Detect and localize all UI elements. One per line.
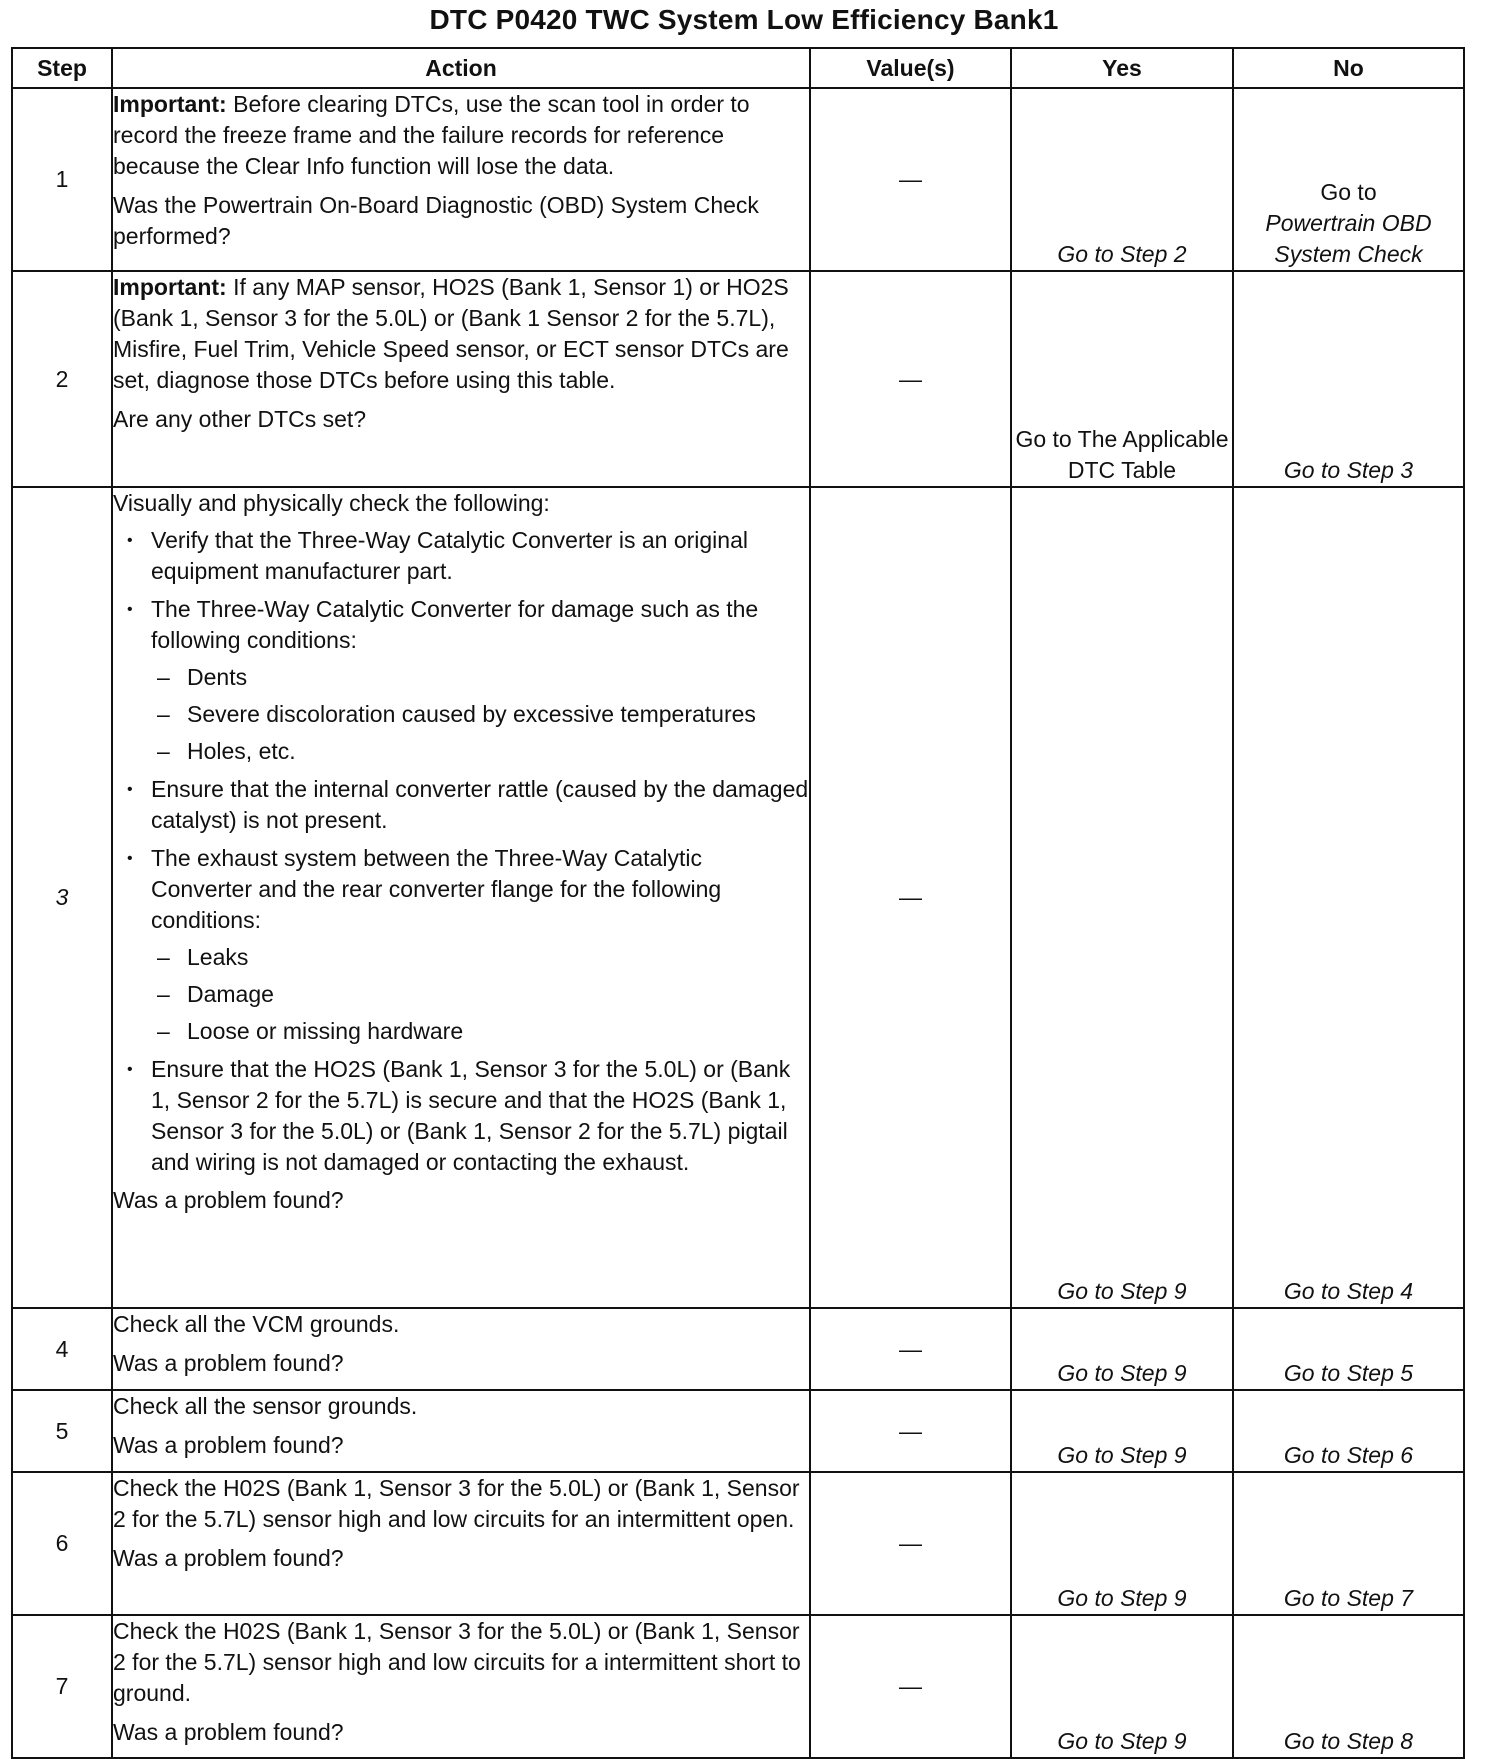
important-label: Important: <box>113 274 227 300</box>
header-yes: Yes <box>1011 48 1233 88</box>
value-cell: — <box>810 1472 1011 1615</box>
sub-list-item: – Leaks <box>187 942 809 973</box>
action-question: Was the Powertrain On-Board Diagnostic (OBD) System Check performed? <box>113 192 759 249</box>
list-item-text: The exhaust system between the Three-Way Catalytic Converter and the rear converter flange for the following conditions: <box>151 845 722 933</box>
value-cell: — <box>810 1615 1011 1758</box>
action-question: Are any other DTCs set? <box>113 406 367 432</box>
value-cell: — <box>810 88 1011 271</box>
action-question: Was a problem found? <box>113 1545 344 1571</box>
diagnostic-table <box>11 47 1465 1759</box>
header-step: Step <box>12 48 112 88</box>
header-action: Action <box>112 48 810 88</box>
list-item-text: The Three-Way Catalytic Converter for damage such as the following conditions: <box>151 596 759 653</box>
no-link[interactable]: Go to Step 7 <box>1233 1472 1464 1615</box>
important-label: Important: <box>113 91 227 117</box>
no-target: Powertrain OBD System Check <box>1265 210 1432 267</box>
check-list <box>113 525 809 1178</box>
list-item: • Verify that the Three-Way Catalytic Converter is an original equipment manufacturer part. <box>151 525 809 587</box>
list-item <box>151 594 809 767</box>
yes-link[interactable]: Go to Step 9 <box>1011 1615 1233 1758</box>
table-row-step-5 <box>12 1390 1464 1472</box>
action-cell <box>112 487 810 1308</box>
action-text: Check all the sensor grounds. <box>113 1393 418 1419</box>
no-link[interactable]: Go to Step 3 <box>1233 271 1464 487</box>
step-number: 6 <box>12 1472 112 1615</box>
sub-list-item: – Holes, etc. <box>187 736 809 767</box>
step-number: 2 <box>12 271 112 487</box>
step-number: 7 <box>12 1615 112 1758</box>
action-question: Was a problem found? <box>113 1187 344 1213</box>
action-cell <box>112 1472 810 1615</box>
action-question: Was a problem found? <box>113 1350 344 1376</box>
yes-link[interactable]: Go to Step 9 <box>1011 1308 1233 1390</box>
action-text: Check the H02S (Bank 1, Sensor 3 for the 5.0L) or (Bank 1, Sensor 2 for the 5.7L) sensor high and low circuits for a intermittent short to ground. <box>113 1618 801 1706</box>
sub-list-item: – Dents <box>187 662 809 693</box>
no-prefix: Go to <box>1320 179 1377 205</box>
step-number: 3 <box>12 487 112 1308</box>
table-row-step-6 <box>12 1472 1464 1615</box>
step-number: 1 <box>12 88 112 271</box>
sub-list-item: – Damage <box>187 979 809 1010</box>
table-row-step-7 <box>12 1615 1464 1758</box>
yes-link[interactable]: Go to Step 9 <box>1011 1390 1233 1472</box>
important-text: If any MAP sensor, HO2S (Bank 1, Sensor 1) or HO2S (Bank 1, Sensor 3 for the 5.0L) or (Bank 1 Sensor 2 for the 5.7L), Misfire, Fuel Trim, Vehicle Speed sensor, or ECT sensor DTCs are set, diagnose those DTCs before using this table. <box>113 274 789 393</box>
list-item <box>151 843 809 1047</box>
action-cell <box>112 88 810 271</box>
value-cell: — <box>810 1308 1011 1390</box>
action-text: Check the H02S (Bank 1, Sensor 3 for the 5.0L) or (Bank 1, Sensor 2 for the 5.7L) sensor high and low circuits for an intermittent open. <box>113 1475 800 1532</box>
list-item: • Ensure that the internal converter rattle (caused by the damaged catalyst) is not present. <box>151 774 809 836</box>
important-note <box>113 272 809 396</box>
no-link[interactable] <box>1233 88 1464 271</box>
yes-link[interactable]: Go to The Applicable DTC Table <box>1011 271 1233 487</box>
page-title: DTC P0420 TWC System Low Efficiency Bank1 <box>429 4 1059 35</box>
value-cell: — <box>810 487 1011 1308</box>
table-row-step-3 <box>12 487 1464 1308</box>
value-cell: — <box>810 271 1011 487</box>
table-row-step-1 <box>12 88 1464 271</box>
yes-link[interactable]: Go to Step 2 <box>1011 88 1233 271</box>
action-question: Was a problem found? <box>113 1719 344 1745</box>
sub-list-item: – Loose or missing hardware <box>187 1016 809 1047</box>
action-intro: Visually and physically check the following: <box>113 490 550 516</box>
table-header-row <box>12 48 1464 88</box>
important-note <box>113 89 809 182</box>
list-item: • Ensure that the HO2S (Bank 1, Sensor 3 for the 5.0L) or (Bank 1, Sensor 2 for the 5.7L) is secure and that the HO2S (Bank 1, Sensor 3 for the 5.0L) or (Bank 1, Sensor 2 for the 5.7L) pigtail and wiring is not damaged or contacting the exhaust. <box>151 1054 809 1178</box>
action-cell <box>112 1308 810 1390</box>
yes-link[interactable]: Go to Step 9 <box>1011 487 1233 1308</box>
action-text: Check all the VCM grounds. <box>113 1311 400 1337</box>
table-row-step-4 <box>12 1308 1464 1390</box>
header-no: No <box>1233 48 1464 88</box>
action-cell <box>112 1615 810 1758</box>
sub-list-item: – Severe discoloration caused by excessive temperatures <box>187 699 809 730</box>
sub-list <box>151 942 809 1047</box>
action-cell <box>112 271 810 487</box>
step-number: 5 <box>12 1390 112 1472</box>
table-row-step-2 <box>12 271 1464 487</box>
sub-list <box>151 662 809 767</box>
value-cell: — <box>810 1390 1011 1472</box>
step-number: 4 <box>12 1308 112 1390</box>
no-link[interactable]: Go to Step 8 <box>1233 1615 1464 1758</box>
action-question: Was a problem found? <box>113 1432 344 1458</box>
yes-link[interactable]: Go to Step 9 <box>1011 1472 1233 1615</box>
header-values: Value(s) <box>810 48 1011 88</box>
important-text: Before clearing DTCs, use the scan tool in order to record the freeze frame and the failure records for reference because the Clear Info function will lose the data. <box>113 91 750 179</box>
action-cell <box>112 1390 810 1472</box>
no-link[interactable]: Go to Step 5 <box>1233 1308 1464 1390</box>
no-link[interactable]: Go to Step 4 <box>1233 487 1464 1308</box>
no-link[interactable]: Go to Step 6 <box>1233 1390 1464 1472</box>
